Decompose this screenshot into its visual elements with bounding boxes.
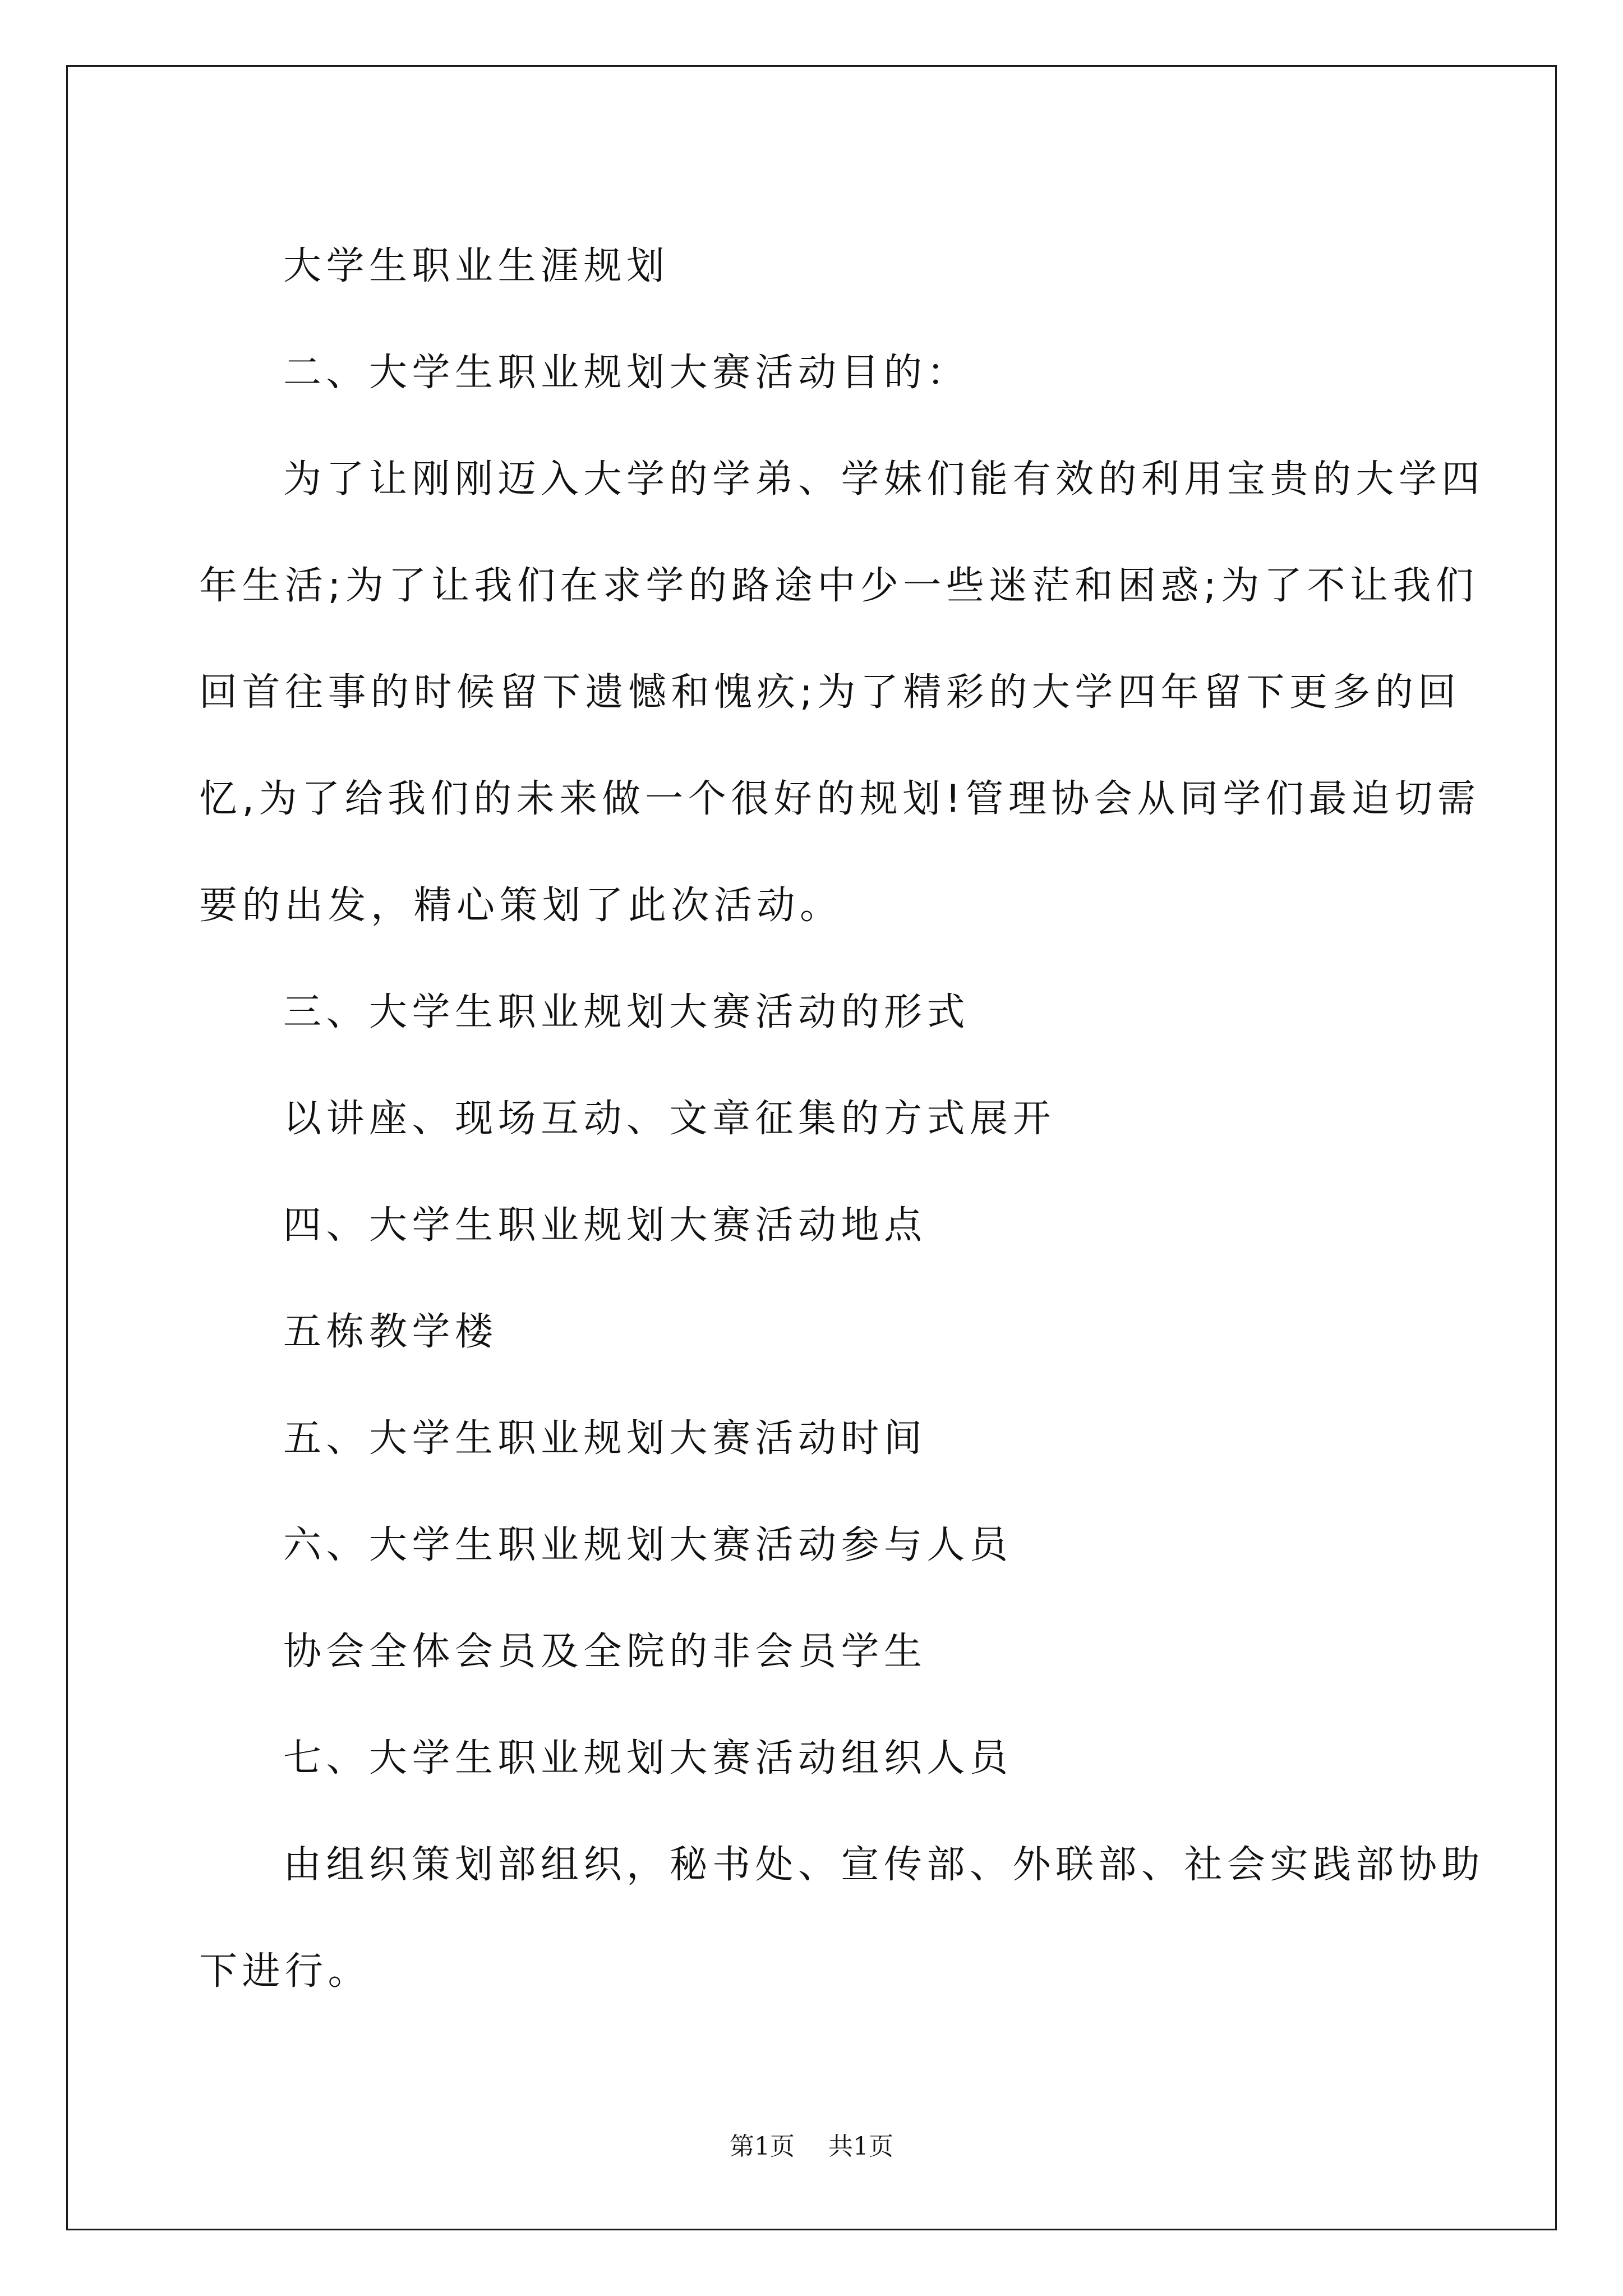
paragraph-line: 年生活;为了让我们在求学的路途中少一些迷茫和困惑;为了不让我们 <box>199 564 1479 608</box>
paragraph-line: 要的出发，精心策划了此次活动。 <box>199 884 843 928</box>
paragraph-line: 五栋教学楼 <box>283 1310 498 1354</box>
paragraph-line: 下进行。 <box>199 1949 371 1994</box>
section-heading-location: 四、大学生职业规划大赛活动地点 <box>283 1203 927 1248</box>
page-footer <box>0 2126 1623 2162</box>
section-heading-organizers: 七、大学生职业规划大赛活动组织人员 <box>283 1736 1013 1780</box>
section-heading-time: 五、大学生职业规划大赛活动时间 <box>283 1416 927 1461</box>
page-number-total: 共1页 <box>828 2132 893 2161</box>
section-heading-purpose: 二、大学生职业规划大赛活动目的： <box>283 351 970 395</box>
paragraph-line: 回首往事的时候留下遗憾和愧疚;为了精彩的大学四年留下更多的回 <box>199 670 1461 715</box>
paragraph-line: 忆,为了给我们的未来做一个很好的规划!管理协会从同学们最迫切需 <box>199 777 1481 821</box>
document-title: 大学生职业生涯规划 <box>283 244 670 288</box>
section-heading-participants: 六、大学生职业规划大赛活动参与人员 <box>283 1523 1013 1567</box>
paragraph-line: 为了让刚刚迈入大学的学弟、学妹们能有效的利用宝贵的大学四 <box>283 457 1485 501</box>
paragraph-line: 由组织策划部组织，秘书处、宣传部、外联部、社会实践部协助 <box>283 1843 1485 1887</box>
section-heading-format: 三、大学生职业规划大赛活动的形式 <box>283 990 970 1034</box>
paragraph-line: 以讲座、现场互动、文章征集的方式展开 <box>283 1097 1056 1141</box>
page-number-current: 第1页 <box>730 2132 795 2161</box>
document-body <box>199 213 1485 2025</box>
paragraph-line: 协会全体会员及全院的非会员学生 <box>283 1630 927 1674</box>
